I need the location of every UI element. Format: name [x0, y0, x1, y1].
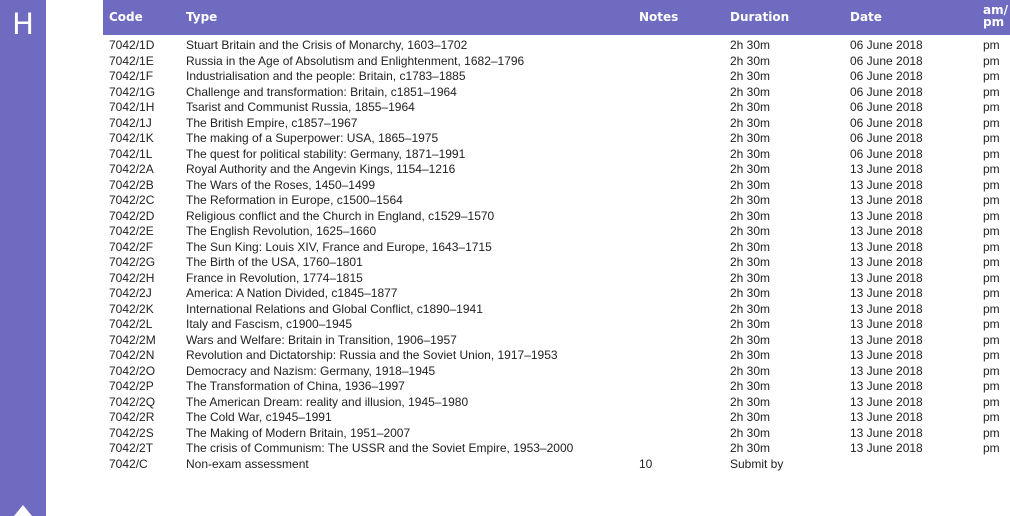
- cell-type: Stuart Britain and the Crisis of Monarchy, 1603–1702: [186, 38, 468, 52]
- cell-ampm: pm: [983, 379, 1000, 393]
- cell-code: 7042/1H: [109, 100, 155, 114]
- cell-duration: 2h 30m: [730, 53, 771, 68]
- table-row: [103, 54, 1010, 70]
- cell-ampm: pm: [983, 394, 1000, 409]
- cell-date: 13 June 2018: [850, 394, 923, 409]
- table-row: [103, 426, 1010, 442]
- cell-code: 7042/1F: [109, 69, 154, 83]
- cell-duration: 2h 30m: [730, 270, 771, 285]
- table-row: [103, 333, 1010, 349]
- cell-date: 13 June 2018: [850, 348, 923, 362]
- cell-code: 7042/1J: [109, 115, 152, 130]
- cell-type: The Birth of the USA, 1760–1801: [186, 255, 363, 269]
- table-row: [103, 317, 1010, 333]
- table-row: [103, 457, 1010, 473]
- cell-type: The Sun King: Louis XIV, France and Europe, 1643–1715: [186, 239, 492, 254]
- cell-duration: 2h 30m: [730, 348, 771, 362]
- cell-code: 7042/2O: [109, 363, 156, 378]
- table-row: [103, 162, 1010, 178]
- cell-duration: 2h 30m: [730, 301, 771, 316]
- up-arrow-icon[interactable]: [14, 505, 32, 516]
- table-row: [103, 178, 1010, 194]
- cell-code: 7042/2A: [109, 162, 154, 176]
- cell-code: 7042/1D: [109, 38, 155, 52]
- cell-type: France in Revolution, 1774–1815: [186, 270, 363, 285]
- cell-ampm: pm: [983, 162, 1000, 176]
- cell-code: 7042/2T: [109, 441, 154, 455]
- cell-ampm: pm: [983, 332, 1000, 347]
- cell-ampm: pm: [983, 208, 1000, 223]
- cell-date: 13 June 2018: [850, 224, 923, 238]
- cell-code: 7042/2F: [109, 239, 154, 254]
- table-row: [103, 379, 1010, 395]
- table-row: [103, 38, 1010, 54]
- cell-date: 13 June 2018: [850, 301, 923, 316]
- cell-ampm: pm: [983, 425, 1000, 440]
- cell-ampm: pm: [983, 53, 1000, 68]
- cell-ampm: pm: [983, 69, 1000, 83]
- header-date: Date: [850, 10, 882, 24]
- cell-type: Non-exam assessment: [186, 456, 309, 471]
- cell-date: 06 June 2018: [850, 100, 923, 114]
- cell-ampm: pm: [983, 301, 1000, 316]
- table-row: [103, 410, 1010, 426]
- cell-duration: 2h 30m: [730, 84, 771, 99]
- cell-date: 13 June 2018: [850, 286, 923, 300]
- cell-duration: Submit by: [730, 456, 784, 471]
- cell-type: The making of a Superpower: USA, 1865–1975: [186, 131, 439, 145]
- cell-date: 06 June 2018: [850, 84, 923, 99]
- cell-duration: 2h 30m: [730, 239, 771, 254]
- cell-date: 13 June 2018: [850, 193, 923, 207]
- cell-type: Tsarist and Communist Russia, 1855–1964: [186, 100, 415, 114]
- table-row: [103, 224, 1010, 240]
- table-row: [103, 441, 1010, 457]
- cell-code: 7042/2R: [109, 410, 155, 424]
- cell-duration: 2h 30m: [730, 410, 771, 424]
- cell-date: 13 June 2018: [850, 177, 923, 192]
- cell-code: 7042/2J: [109, 286, 152, 300]
- header-type: Type: [186, 10, 218, 24]
- header-duration: Duration: [730, 10, 790, 24]
- cell-ampm: pm: [983, 193, 1000, 207]
- cell-code: 7042/2S: [109, 425, 154, 440]
- cell-code: 7042/2P: [109, 379, 154, 393]
- cell-code: 7042/2K: [109, 301, 154, 316]
- cell-code: 7042/1E: [109, 53, 154, 68]
- cell-date: 13 June 2018: [850, 379, 923, 393]
- table-row: [103, 131, 1010, 147]
- cell-type: The quest for political stability: Germany, 1871–1991: [186, 146, 466, 161]
- cell-code: 7042/2G: [109, 255, 156, 269]
- cell-duration: 2h 30m: [730, 146, 771, 161]
- cell-date: 06 June 2018: [850, 115, 923, 130]
- cell-code: 7042/2M: [109, 332, 156, 347]
- cell-duration: 2h 30m: [730, 224, 771, 238]
- cell-duration: 2h 30m: [730, 208, 771, 223]
- sidebar: [0, 0, 46, 516]
- table-row: [103, 100, 1010, 116]
- cell-ampm: pm: [983, 100, 1000, 114]
- header-code: Code: [109, 10, 143, 24]
- table-row: [103, 286, 1010, 302]
- table-row: [103, 147, 1010, 163]
- cell-duration: 2h 30m: [730, 162, 771, 176]
- cell-code: 7042/2D: [109, 208, 155, 223]
- cell-code: 7042/2Q: [109, 394, 156, 409]
- cell-type: America: A Nation Divided, c1845–1877: [186, 286, 398, 300]
- table-row: [103, 193, 1010, 209]
- table-row: [103, 271, 1010, 287]
- cell-ampm: pm: [983, 224, 1000, 238]
- cell-date: 13 June 2018: [850, 162, 923, 176]
- cell-date: 06 June 2018: [850, 146, 923, 161]
- table-row: [103, 116, 1010, 132]
- cell-date: 13 June 2018: [850, 270, 923, 285]
- cell-ampm: pm: [983, 270, 1000, 285]
- cell-duration: 2h 30m: [730, 363, 771, 378]
- cell-type: International Relations and Global Conflict, c1890–1941: [186, 301, 483, 316]
- cell-code: 7042/1K: [109, 131, 154, 145]
- table-row: [103, 395, 1010, 411]
- table-row: [103, 69, 1010, 85]
- cell-duration: 2h 30m: [730, 255, 771, 269]
- table-header: [103, 0, 1010, 35]
- cell-ampm: pm: [983, 38, 1000, 52]
- cell-date: 13 June 2018: [850, 410, 923, 424]
- cell-date: 13 June 2018: [850, 425, 923, 440]
- cell-type: Revolution and Dictatorship: Russia and the Soviet Union, 1917–1953: [186, 348, 558, 362]
- cell-code: 7042/2E: [109, 224, 154, 238]
- cell-type: The American Dream: reality and illusion, 1945–1980: [186, 394, 469, 409]
- cell-duration: 2h 30m: [730, 38, 771, 52]
- cell-type: Democracy and Nazism: Germany, 1918–1945: [186, 363, 436, 378]
- cell-type: The Making of Modern Britain, 1951–2007: [186, 425, 411, 440]
- cell-ampm: pm: [983, 441, 1000, 455]
- cell-duration: 2h 30m: [730, 177, 771, 192]
- cell-date: 13 June 2018: [850, 239, 923, 254]
- cell-ampm: pm: [983, 131, 1000, 145]
- cell-date: 06 June 2018: [850, 131, 923, 145]
- cell-type: Industrialisation and the people: Britain, c1783–1885: [186, 69, 466, 83]
- cell-type: Challenge and transformation: Britain, c1851–1964: [186, 84, 457, 99]
- cell-code: 7042/2N: [109, 348, 155, 362]
- cell-type: The Cold War, c1945–1991: [186, 410, 332, 424]
- cell-type: Religious conflict and the Church in England, c1529–1570: [186, 208, 495, 223]
- cell-ampm: pm: [983, 84, 1000, 99]
- cell-date: 13 June 2018: [850, 208, 923, 223]
- cell-date: 13 June 2018: [850, 317, 923, 331]
- cell-ampm: pm: [983, 348, 1000, 362]
- header-notes: Notes: [639, 10, 679, 24]
- cell-code: 7042/C: [109, 456, 148, 471]
- table-row: [103, 348, 1010, 364]
- cell-type: The Wars of the Roses, 1450–1499: [186, 177, 375, 192]
- table-row: [103, 302, 1010, 318]
- cell-ampm: pm: [983, 177, 1000, 192]
- cell-date: 06 June 2018: [850, 38, 923, 52]
- cell-ampm: pm: [983, 146, 1000, 161]
- cell-duration: 2h 30m: [730, 441, 771, 455]
- cell-duration: 2h 30m: [730, 100, 771, 114]
- cell-ampm: pm: [983, 255, 1000, 269]
- cell-code: 7042/2B: [109, 177, 154, 192]
- cell-duration: 2h 30m: [730, 286, 771, 300]
- cell-duration: 2h 30m: [730, 332, 771, 347]
- cell-type: The English Revolution, 1625–1660: [186, 224, 377, 238]
- cell-duration: 2h 30m: [730, 69, 771, 83]
- table-row: [103, 240, 1010, 256]
- cell-duration: 2h 30m: [730, 317, 771, 331]
- cell-type: The British Empire, c1857–1967: [186, 115, 358, 130]
- cell-code: 7042/2H: [109, 270, 155, 285]
- cell-code: 7042/1G: [109, 84, 156, 99]
- header-ampm: am/ pm: [983, 3, 1008, 29]
- cell-ampm: pm: [983, 115, 1000, 130]
- cell-type: Russia in the Age of Absolutism and Enlightenment, 1682–1796: [186, 53, 525, 68]
- cell-date: 13 June 2018: [850, 332, 923, 347]
- cell-date: 06 June 2018: [850, 69, 923, 83]
- cell-date: 13 June 2018: [850, 363, 923, 378]
- cell-duration: 2h 30m: [730, 379, 771, 393]
- cell-ampm: pm: [983, 286, 1000, 300]
- cell-code: 7042/2L: [109, 317, 153, 331]
- cell-code: 7042/1L: [109, 146, 153, 161]
- cell-ampm: pm: [983, 363, 1000, 378]
- cell-code: 7042/2C: [109, 193, 155, 207]
- cell-date: 13 June 2018: [850, 441, 923, 455]
- cell-type: Italy and Fascism, c1900–1945: [186, 317, 353, 331]
- cell-type: The Transformation of China, 1936–1997: [186, 379, 405, 393]
- cell-date: 13 June 2018: [850, 255, 923, 269]
- cell-duration: 2h 30m: [730, 131, 771, 145]
- cell-notes: 10: [639, 456, 653, 471]
- sidebar-letter: H: [12, 7, 34, 41]
- cell-date: 06 June 2018: [850, 53, 923, 68]
- exam-timetable: [103, 0, 1010, 471]
- cell-duration: 2h 30m: [730, 394, 771, 409]
- cell-type: Royal Authority and the Angevin Kings, 1154–1216: [186, 162, 456, 176]
- cell-ampm: pm: [983, 317, 1000, 331]
- cell-type: The crisis of Communism: The USSR and the Soviet Empire, 1953–2000: [186, 441, 574, 455]
- table-row: [103, 255, 1010, 271]
- cell-ampm: pm: [983, 410, 1000, 424]
- cell-type: Wars and Welfare: Britain in Transition, 1906–1957: [186, 332, 457, 347]
- table-row: [103, 209, 1010, 225]
- cell-duration: 2h 30m: [730, 425, 771, 440]
- cell-ampm: pm: [983, 239, 1000, 254]
- cell-duration: 2h 30m: [730, 193, 771, 207]
- cell-duration: 2h 30m: [730, 115, 771, 130]
- table-row: [103, 85, 1010, 101]
- cell-type: The Reformation in Europe, c1500–1564: [186, 193, 403, 207]
- table-row: [103, 364, 1010, 380]
- table-body: [103, 38, 1010, 472]
